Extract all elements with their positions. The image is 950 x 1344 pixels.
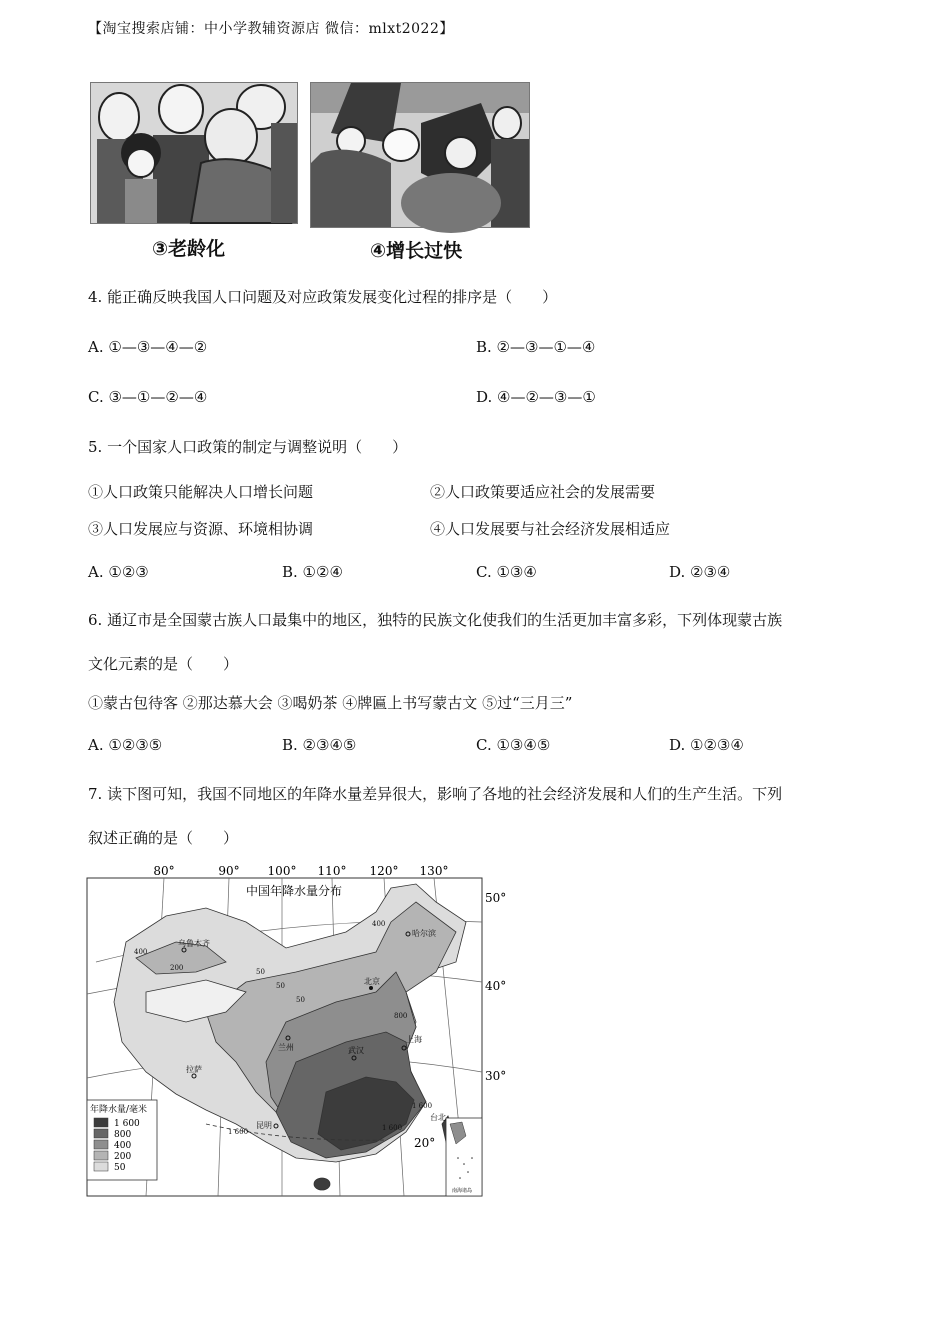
lon-label-80: 80° xyxy=(153,864,175,878)
q6-option-c: C. ①③④⑤ xyxy=(476,736,551,754)
legend-label-4: 50 xyxy=(114,1163,126,1173)
isoline-label-10: 400 xyxy=(372,920,386,928)
question-7-stem-line2: 叙述正确的是（ ） xyxy=(88,829,239,847)
q5-statement-1: ①人口政策只能解决人口增长问题 xyxy=(88,483,314,501)
question-7-stem-line1: 7. 读下图可知，我国不同地区的年降水量差异很大，影响了各地的社会经济发展和人们的生产生活。下列 xyxy=(88,785,783,803)
south-china-sea-inset xyxy=(446,1118,482,1196)
isoline-label-9: 1 600 xyxy=(412,1102,433,1110)
inset-label: 南海诸岛 xyxy=(452,1188,473,1194)
q6-statements: ①蒙古包待客 ②那达慕大会 ③喝奶茶 ④牌匾上书写蒙古文 ⑤过“三月三” xyxy=(88,694,573,712)
q5-option-c: C. ①③④ xyxy=(476,563,537,581)
lat-label-50: 50° xyxy=(485,891,507,905)
lon-label-100: 100° xyxy=(267,864,297,878)
lon-label-90: 90° xyxy=(218,864,240,878)
legend-swatch-2 xyxy=(94,1140,108,1149)
city-kunming: 昆明 xyxy=(256,1121,272,1130)
rapid-growth-illustration xyxy=(310,82,530,228)
elderly-cartoon-image xyxy=(91,83,297,223)
legend-label-1: 800 xyxy=(114,1130,132,1140)
legend-title: 年降水量/毫米 xyxy=(90,1105,148,1115)
q4-option-c: C. ③—①—②—④ xyxy=(88,388,208,406)
isoline-label-7: 1 600 xyxy=(228,1128,249,1136)
legend-swatch-0 xyxy=(94,1118,108,1127)
city-lhasa: 拉萨 xyxy=(186,1065,202,1074)
isoline-label-8: 1 600 xyxy=(382,1124,403,1132)
q4-option-d: D. ④—②—③—① xyxy=(476,388,596,406)
q5-statement-4: ④人口发展要与社会经济发展相适应 xyxy=(430,520,671,538)
china-precipitation-map xyxy=(86,862,507,1200)
question-6-stem-line2: 文化元素的是（ ） xyxy=(88,655,239,673)
question-6-stem-line1: 6. 通辽市是全国蒙古族人口最集中的地区，独特的民族文化使我们的生活更加丰富多彩，下列体现蒙古族 xyxy=(88,611,783,629)
isoline-label-4: 50 xyxy=(276,982,285,990)
legend-label-2: 400 xyxy=(114,1141,132,1151)
q5-statement-3: ③人口发展应与资源、环境相协调 xyxy=(88,520,314,538)
q6-option-d: D. ①②③④ xyxy=(669,736,744,754)
page-header: 【淘宝搜索店铺：中小学教辅资源店 微信：mlxt2022】 xyxy=(88,21,454,37)
q4-option-a: A. ①—③—④—② xyxy=(88,338,208,356)
lon-label-110: 110° xyxy=(317,864,347,878)
figure-3-caption: ③老龄化 xyxy=(152,238,226,260)
legend-label-3: 200 xyxy=(114,1152,132,1162)
city-urumqi: 乌鲁木齐 xyxy=(178,939,210,948)
lat-label-20: 20° xyxy=(414,1136,436,1150)
q5-statement-2: ②人口政策要适应社会的发展需要 xyxy=(430,483,656,501)
isoline-label-1: 400 xyxy=(134,948,148,956)
question-4-stem: 4. 能正确反映我国人口问题及对应政策发展变化过程的排序是（ ） xyxy=(88,288,558,306)
figure-4-caption: ④增长过快 xyxy=(370,240,463,262)
q4-option-b: B. ②—③—①—④ xyxy=(476,338,596,356)
legend-swatch-3 xyxy=(94,1151,108,1160)
city-harbin: 哈尔滨 xyxy=(412,929,436,938)
lon-label-120: 120° xyxy=(369,864,399,878)
map-legend xyxy=(87,1100,157,1180)
lat-label-40: 40° xyxy=(485,979,507,993)
precipitation-map-svg xyxy=(86,862,507,1200)
city-shanghai: 上海 xyxy=(406,1035,422,1044)
question-5-stem: 5. 一个国家人口政策的制定与调整说明（ ） xyxy=(88,438,408,456)
city-taipei: 台北 xyxy=(430,1113,446,1122)
crowd-cartoon-image xyxy=(311,83,529,227)
q5-option-b: B. ①②④ xyxy=(282,563,343,581)
lon-label-130: 130° xyxy=(419,864,449,878)
q5-option-d: D. ②③④ xyxy=(669,563,731,581)
map-title: 中国年降水量分布 xyxy=(246,884,343,898)
legend-swatch-4 xyxy=(94,1162,108,1171)
legend-label-0: 1 600 xyxy=(114,1119,140,1129)
city-lanzhou: 兰州 xyxy=(278,1043,294,1052)
city-beijing: 北京 xyxy=(364,977,380,986)
isoline-label-6: 800 xyxy=(394,1012,408,1020)
lat-label-30: 30° xyxy=(485,1069,507,1083)
isoline-label-3: 50 xyxy=(256,968,265,976)
elderly-illustration xyxy=(90,82,298,224)
city-wuhan: 武汉 xyxy=(348,1046,364,1055)
isoline-label-5: 50 xyxy=(296,996,305,1004)
q6-option-b: B. ②③④⑤ xyxy=(282,736,357,754)
q6-option-a: A. ①②③⑤ xyxy=(88,736,163,754)
q5-option-a: A. ①②③ xyxy=(88,563,149,581)
legend-swatch-1 xyxy=(94,1129,108,1138)
isoline-label-2: 200 xyxy=(170,964,184,972)
